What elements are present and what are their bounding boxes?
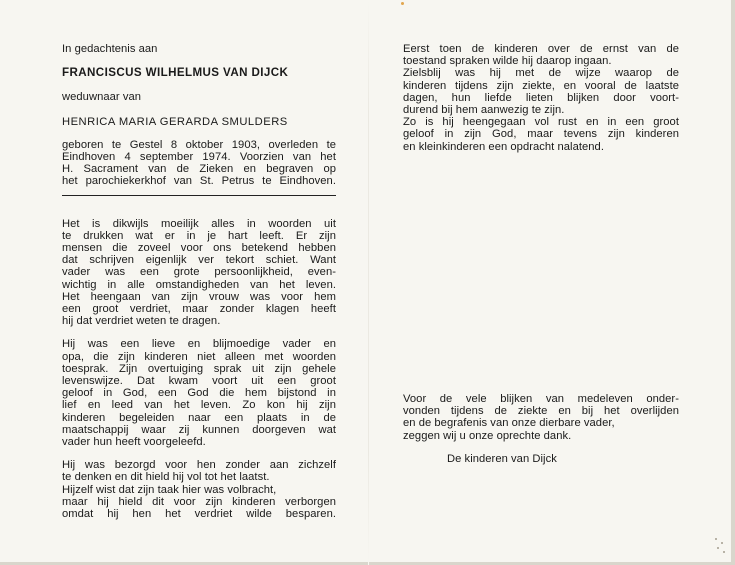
text-line: levenswijze. Dat kwam voort uit een groot: [62, 375, 336, 388]
text-line: Het is dikwijls moeilijk alles in woorden uit: [62, 217, 336, 230]
deceased-name: FRANCISCUS WILHELMUS VAN DIJCK: [62, 66, 289, 80]
text-line: een groot verdriet, maar zonder klagen heeft: [62, 303, 336, 316]
text-line: vader hun heeft voorgeleefd.: [62, 436, 206, 449]
text-line: Het heengaan van zijn vrouw was voor hem: [62, 290, 336, 303]
text-line: Zielsblij was hij met de wijze waarop de: [403, 67, 679, 80]
text-line: wichtig in alle omstandigheden van het leven.: [62, 278, 336, 291]
text-line: omdat hij hen het verdriet wilde besparen.: [62, 508, 336, 521]
paper-specks: [713, 536, 727, 556]
text-line: te drukken wat er in je hart leeft. Er zijn: [62, 229, 336, 242]
text-line: dagen, hun liefde lieten blijken door voort-: [403, 91, 679, 104]
spouse-name: HENRICA MARIA GERARDA SMULDERS: [62, 115, 288, 128]
thanks-block: [403, 393, 679, 465]
text-line: Hij was bezorgd voor hen zonder aan zichzelf: [62, 459, 336, 472]
text-line: geloof in zijn God, maar tevens zijn kinderen: [403, 128, 679, 141]
text-line: zeggen wij u onze oprechte dank.: [403, 429, 572, 442]
text-line: hij dat verdriet weten te dragen.: [62, 315, 221, 328]
text-line: Hij was een lieve en blijmoedige vader en: [62, 338, 336, 351]
paragraph-2: [62, 338, 336, 448]
text-line: mensen die zoveel voor ons betekend hebben: [62, 242, 336, 255]
text-line: Hijzelf wist dat zijn taak hier was volbracht,: [62, 483, 277, 496]
text-line: Voor de vele blijken van medeleven onder-: [403, 393, 679, 405]
left-page: [62, 43, 336, 520]
text-line: geloof in God, een God die hem bijstond in: [62, 387, 336, 400]
right-paragraph-1: [403, 43, 679, 153]
text-line: kinderen begeleiden naar een plaats in de: [62, 411, 336, 424]
text-line: te denken en dit hield hij vol tot het laatst.: [62, 471, 270, 484]
text-line: maar hij hield dit voor zijn kinderen verborgen: [62, 495, 336, 508]
text-line: toestand spraken wilde hij daarop ingaan.: [403, 55, 612, 68]
divider-rule: [62, 195, 336, 196]
text-line: dat schrijven eigenlijk ver tekort schiet. Want: [62, 254, 336, 267]
birth-death-block: [62, 139, 336, 188]
text-line: vonden tijdens de ziekte en bij het overlijden: [403, 405, 679, 418]
text-line: opa, die zijn kinderen niet alleen met woorden: [62, 350, 336, 363]
text-line: Eerst toen de kinderen over de ernst van de: [403, 43, 679, 55]
text-line: Eindhoven 4 september 1974. Voorzien van het: [62, 151, 336, 164]
text-line: Zo is hij heengegaan vol rust en in een groot: [403, 116, 679, 129]
text-line: vader was een grote persoonlijkheid, even-: [62, 266, 336, 279]
text-line: geboren te Gestel 8 oktober 1903, overleden te: [62, 138, 336, 151]
text-line: durend bij hem aanwezig te zijn.: [403, 104, 565, 117]
widower-of-text: weduwnaar van: [62, 91, 142, 104]
print-mark: [401, 2, 404, 5]
signature: De kinderen van Dijck: [447, 452, 557, 465]
text-line: toesprak. Zijn overtuiging sprak uit zijn gehele: [62, 362, 336, 375]
paragraph-1: [62, 218, 336, 328]
text-line: kinderen tijdens zijn ziekte, en vooral de laatste: [403, 79, 679, 92]
text-line: H. Sacrament van de Zieken en begraven op: [62, 163, 336, 176]
text-line: het parochiekerkhof van St. Petrus te Eindhoven.: [62, 175, 336, 188]
text-line: lief en leed van het leven. Zo kon hij zijn: [62, 399, 336, 412]
fold-line: [368, 0, 369, 565]
paragraph-3: [62, 459, 336, 520]
text-line: en kleinkinderen een opdracht nalatend.: [403, 140, 604, 153]
text-line: en de begrafenis van onze dierbare vader,: [403, 417, 615, 430]
text-line: maatschappij waar zij kunnen doorgeven wat: [62, 423, 336, 436]
in-memory-text: In gedachtenis aan: [62, 43, 158, 55]
right-page: [403, 43, 679, 153]
